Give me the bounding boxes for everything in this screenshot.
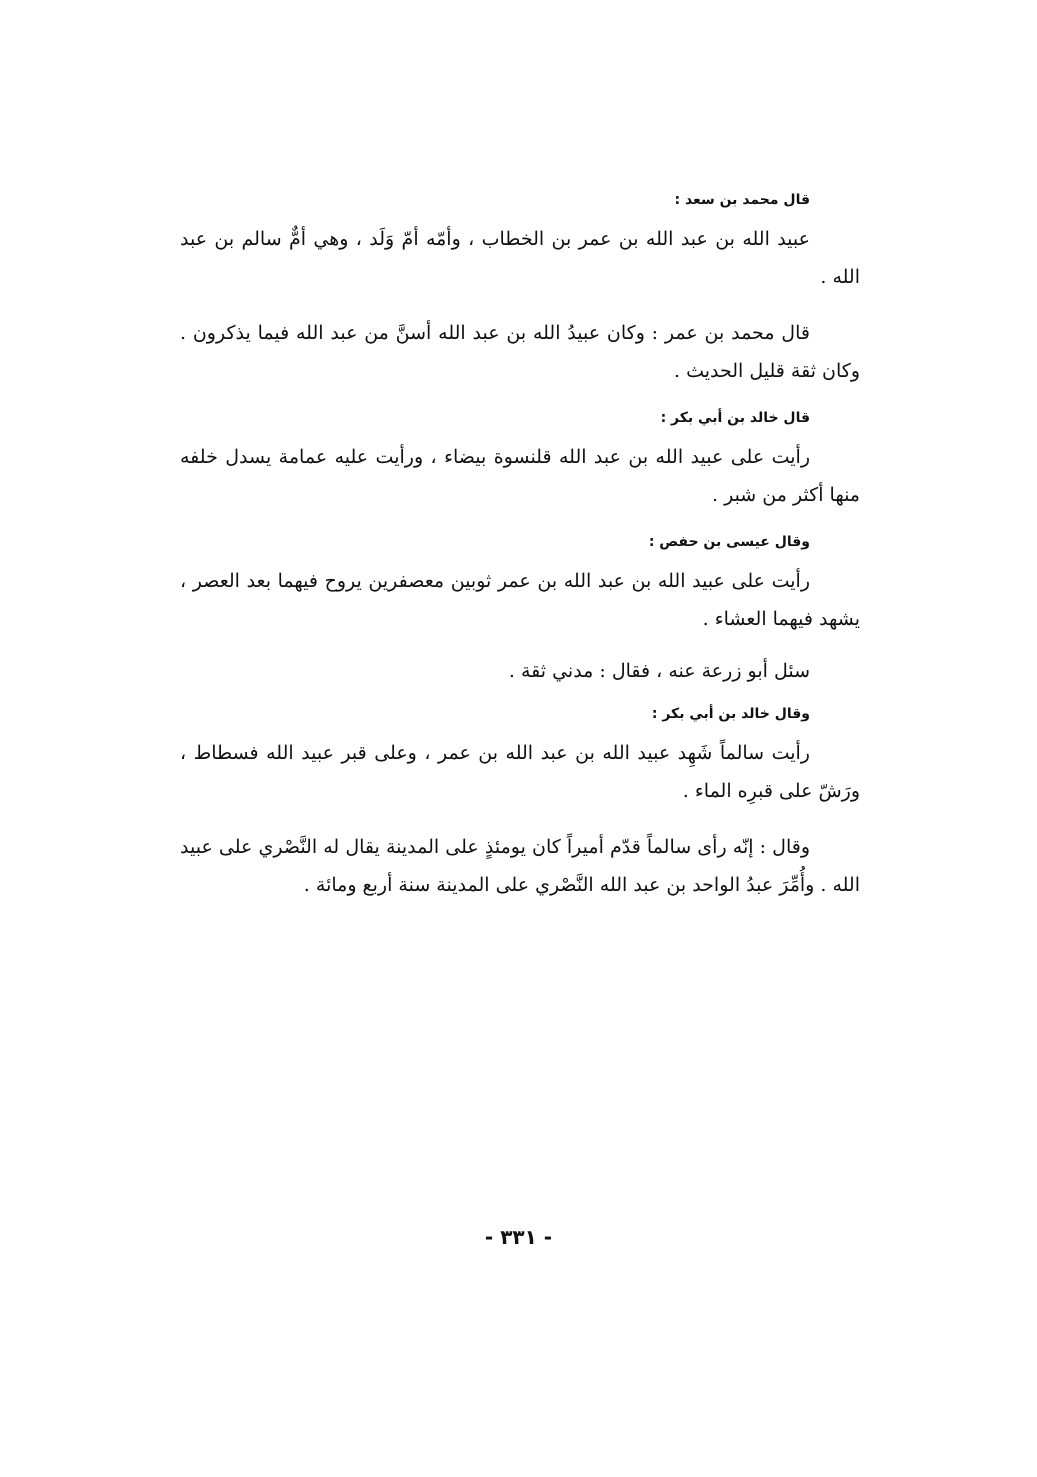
section-heading: وقال خالد بن أبي بكر : — [651, 706, 810, 722]
section-heading: وقال عيسى بن حفص : — [648, 534, 810, 550]
page-content — [180, 190, 860, 922]
section-heading: قال محمد بن سعد : — [674, 192, 810, 208]
paragraph: قال محمد بن عمر : وكان عبيدُ الله بن عبد الله أسنَّ من عبد الله فيما يذكرون . وكان ثقة قليل الحديث . — [180, 322, 860, 382]
section-heading: قال خالد بن أبي بكر : — [660, 410, 810, 426]
paragraph: رأيت على عبيد الله بن عبد الله بن عمر ثوبين معصفرين يروح فيهما بعد العصر ، يشهد فيهما العشاء . — [180, 570, 860, 630]
paragraph: سئل أبو زرعة عنه ، فقال : مدني ثقة . — [508, 660, 810, 682]
paragraph: وقال : إنّه رأى سالماً قدّم أميراً كان يومئذٍ على المدينة يقال له النَّصْري على عبيد الله . وأُمِّرَ عبدُ الواحد بن عبد الله النَّصْري على المدينة سنة أربع ومائة . — [180, 836, 860, 896]
page-number: - ٣٣١ - — [484, 1225, 553, 1249]
paragraph: عبيد الله بن عبد الله بن عمر بن الخطاب ، وأمّه أمّ وَلَد ، وهي أمٌّ سالم بن عبد الله . — [180, 228, 860, 288]
paragraph: رأيت على عبيد الله بن عبد الله قلنسوة بيضاء ، ورأيت عليه عمامة يسدل خلفه منها أكثر من شبر . — [180, 446, 860, 506]
paragraph: رأيت سالماً شَهِد عبيد الله بن عبد الله بن عمر ، وعلى قبر عبيد الله فسطاط ، ورَشّ على قبرِه الماء . — [180, 742, 860, 802]
